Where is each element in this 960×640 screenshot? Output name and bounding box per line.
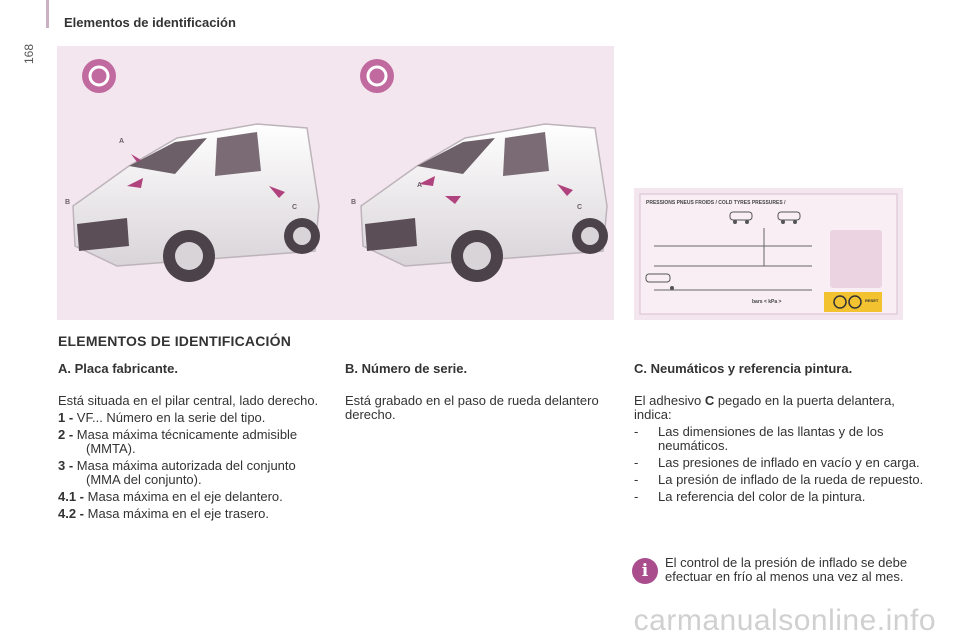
label-c-right: C (577, 204, 583, 211)
page-number: 168 (22, 43, 36, 64)
column-c (634, 362, 924, 507)
list-item: - La referencia del color de la pintura. (634, 489, 866, 504)
label-b-left: B (65, 199, 71, 206)
side-accent-bar (46, 0, 49, 28)
steering-wheel-icon (360, 59, 394, 93)
section-title: ELEMENTOS DE IDENTIFICACIÓN (58, 333, 292, 349)
van-illustration (57, 46, 614, 320)
label-a-right: A (417, 182, 423, 189)
list-item: - La presión de inflado de la rueda de repuesto. (634, 472, 924, 487)
heading-c: C. Neumáticos y referencia pintura. (634, 361, 853, 376)
paint-reference-box (830, 230, 882, 288)
list-item: 3 - Masa máxima autorizada del conjunto (MMA del conjunto). (58, 458, 296, 487)
list-item: 1 - VF... Número en la serie del tipo. (58, 410, 266, 425)
info-icon: i (632, 558, 658, 584)
list-item: 2 - Masa máxima técnicamente admisible (MMTA). (58, 427, 298, 456)
label-b-right: B (351, 199, 357, 206)
intro-c: El adhesivo C pegado en la puerta delantera, indica: (634, 393, 895, 422)
list-item: 4.2 - Masa máxima en el eje trasero. (58, 506, 269, 521)
reset-text: RESET (865, 298, 879, 303)
tyre-label-title: PRESSIONS PNEUS FROIDS / COLD TYRES PRESSURES / (646, 200, 786, 206)
label-c-left: C (292, 204, 298, 211)
heading-b: B. Número de serie. (345, 361, 468, 376)
tyre-label-panel (634, 188, 903, 320)
van-right (360, 59, 608, 282)
list-item: - Las dimensiones de las llantas y de los neumáticos. (634, 424, 884, 453)
intro-a: Está situada en el pilar central, lado derecho. (58, 393, 319, 408)
van-illustration-panel (57, 46, 614, 320)
info-text: El control de la presión de inflado se debe efectuar en frío al menos una vez al mes. (665, 555, 908, 584)
list-item: - Las presiones de inflado en vacío y en carga. (634, 455, 920, 470)
tyre-pressure-label (634, 188, 903, 320)
intro-b: Está grabado en el paso de rueda delantero derecho. (345, 393, 599, 422)
label-a-left: A (119, 138, 125, 145)
heading-a: A. Placa fabricante. (58, 361, 178, 376)
column-b (345, 362, 605, 425)
page-header: Elementos de identificación (64, 15, 236, 30)
steering-wheel-icon (82, 59, 116, 93)
van-left (73, 59, 320, 282)
tyre-label-units: bars < kPa > (752, 299, 782, 305)
list-item: 4.1 - Masa máxima en el eje delantero. (58, 489, 283, 504)
watermark: carmanualsonline.info (633, 604, 936, 637)
column-a (58, 362, 333, 524)
